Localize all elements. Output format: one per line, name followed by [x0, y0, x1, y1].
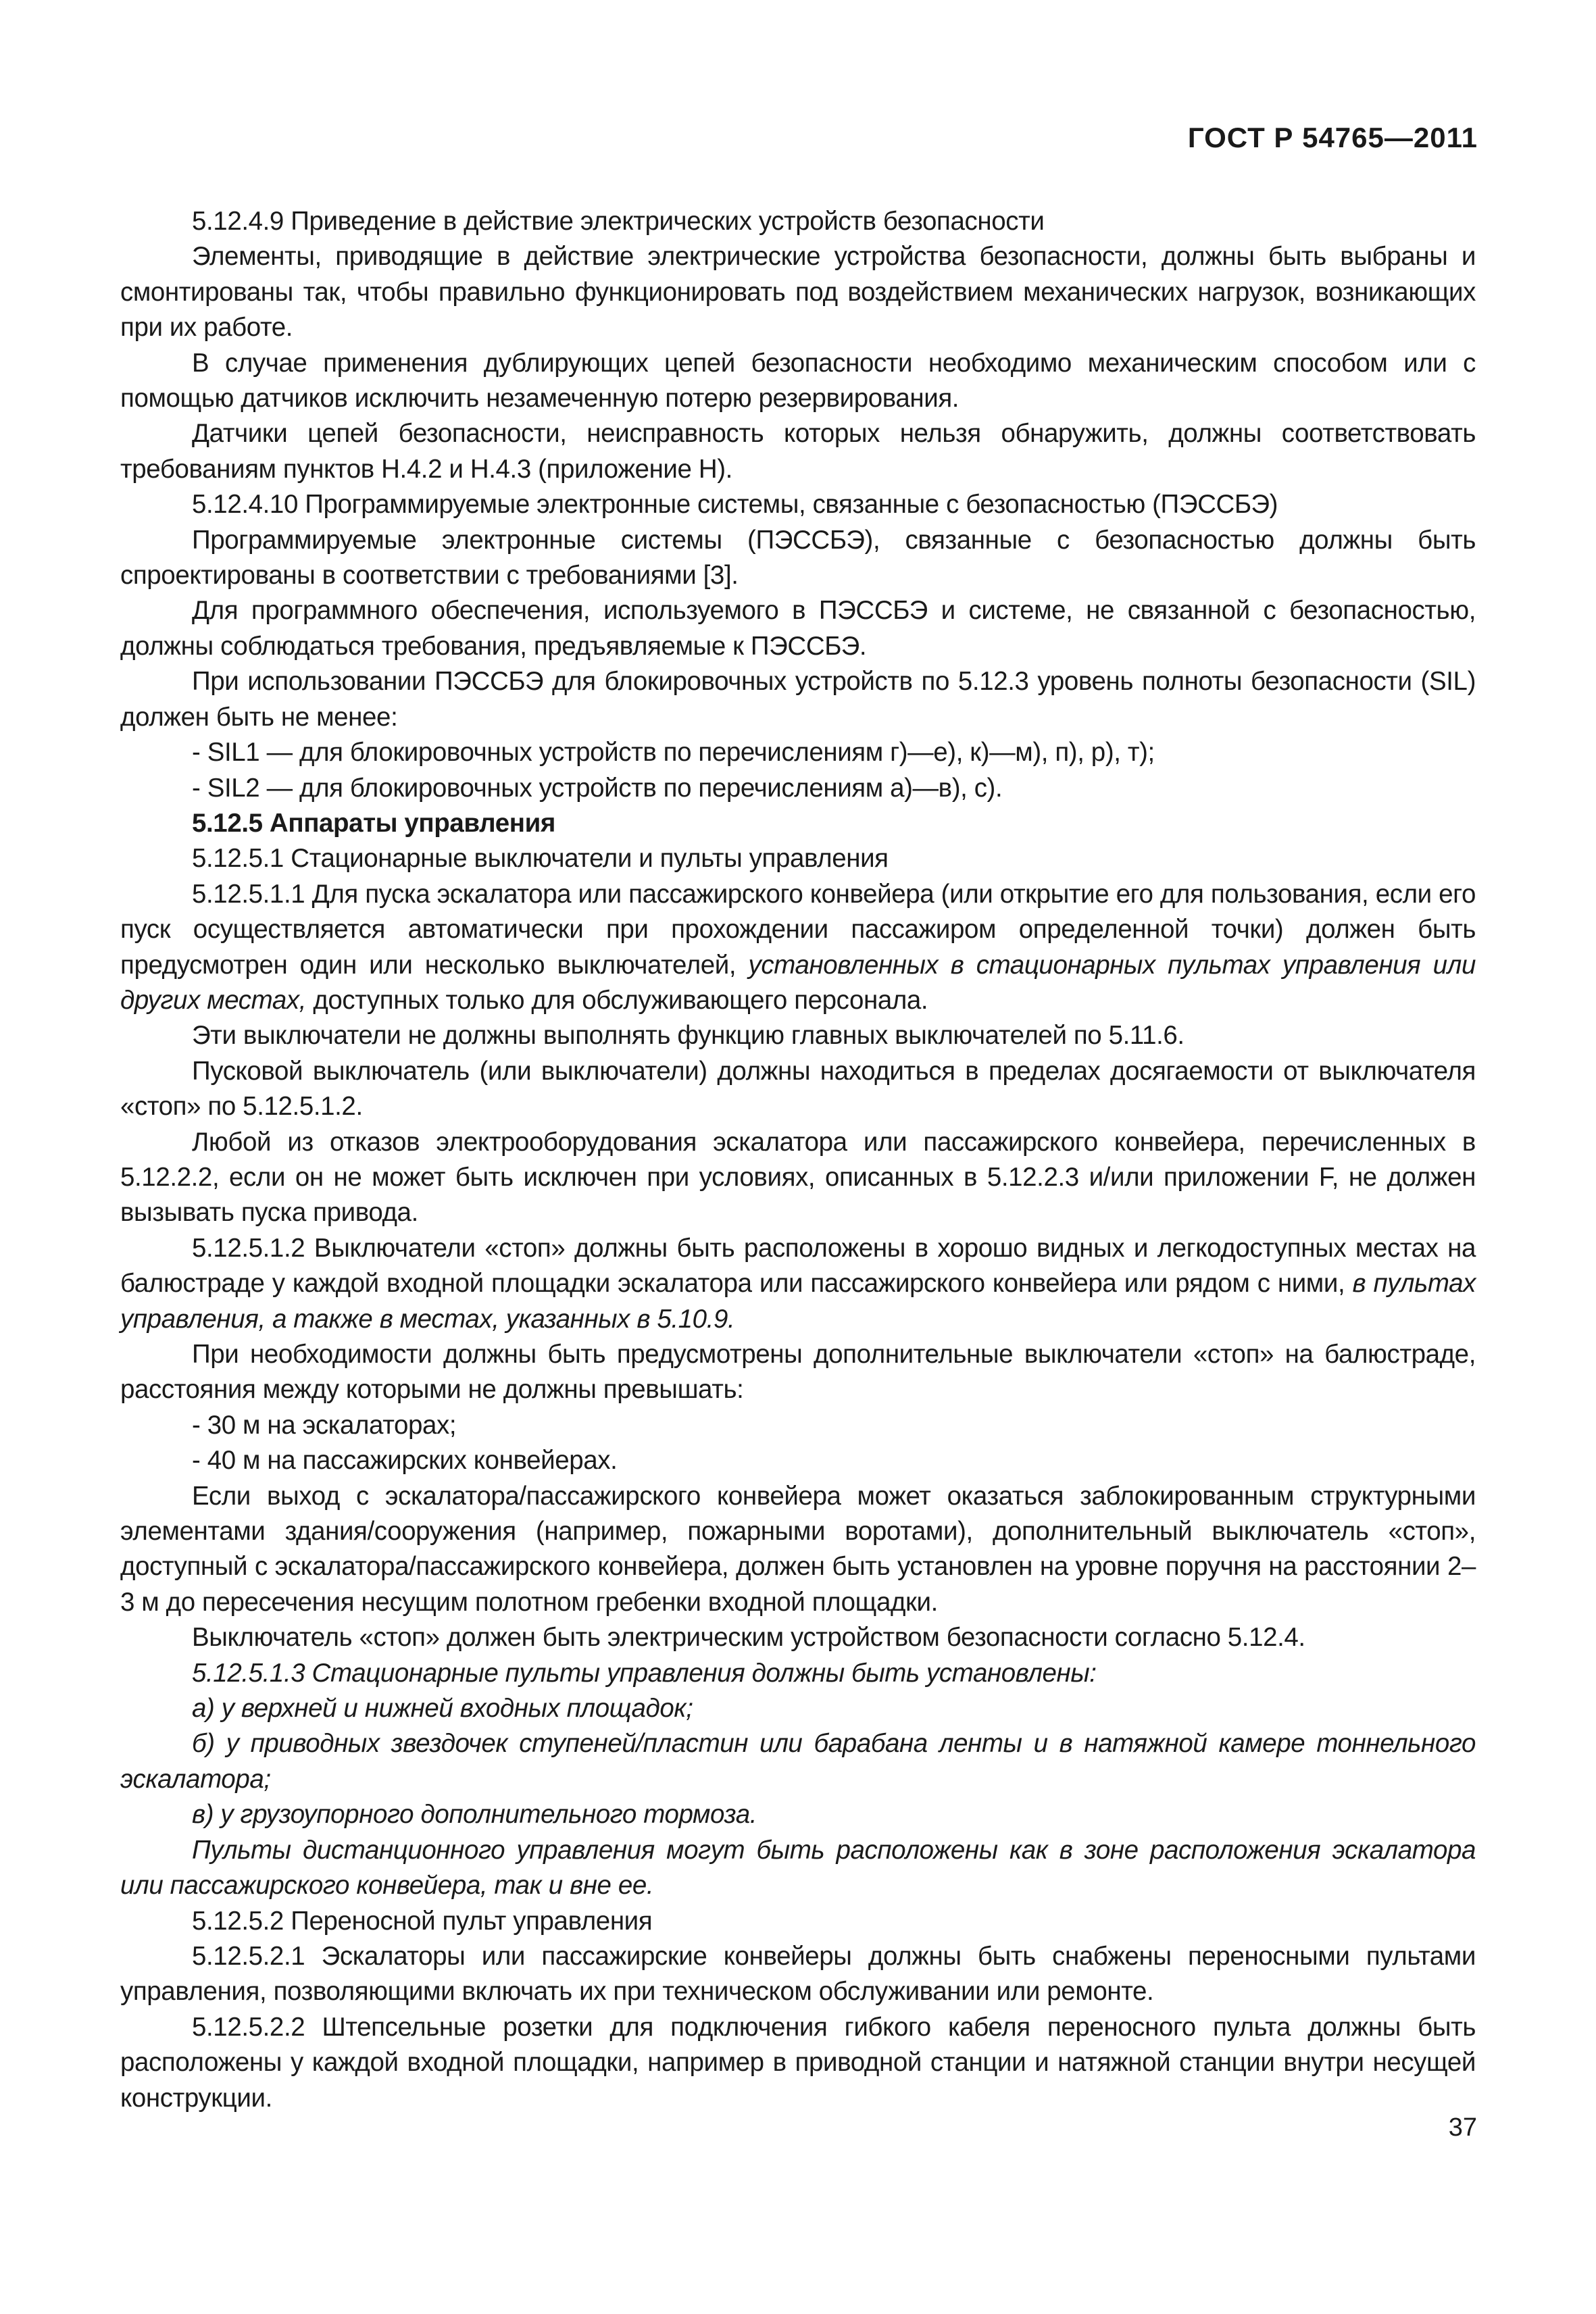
list-item: - 30 м на эскалаторах;: [192, 1410, 457, 1440]
paragraph: 5.12.5.2.2 Штепсельные розетки для подключения гибкого кабеля переносного пульта должны быть расположены у каждой входной площадки, например в приводной станции и натяжной станции внутри несущей конструкции.: [120, 2012, 1476, 2113]
paragraph: [120, 877, 1476, 1019]
paragraph-italic-text: в пультах управления, а также в местах, указанных в 5.10.9.: [120, 1269, 1476, 1334]
paragraph-text: 5.12.5.1.1 Для пуска эскалатора или пассажирского конвейера (или открытие его для пользования, если его пуск осуществляется автоматически при прохождении пассажиром определенной точки) должен быть предусмотрен один или несколько выключателей,: [120, 879, 1476, 980]
paragraph: Любой из отказов электрооборудования эскалатора или пассажирского конвейера, перечисленных в 5.12.2.2, если он не может быть исключен при условиях, описанных в 5.12.2.3 и/или приложении F, не должен вызывать пуска привода.: [120, 1127, 1476, 1228]
page-number: 37: [1448, 2113, 1477, 2142]
paragraph: Пусковой выключатель (или выключатели) должны находиться в пределах досягаемости от выключателя «стоп» по 5.12.5.1.2.: [120, 1056, 1476, 1122]
paragraph: Если выход с эскалатора/пассажирского конвейера может оказаться заблокированным структурными элементами здания/сооружения (например, пожарными воротами), дополнительный выключатель «стоп», доступный с эскалатора/пассажирского конвейера, должен быть установлен на уровне поручня на расстоянии 2–3 м до пересечения несущим полотном гребенки входной площадки.: [120, 1481, 1476, 1617]
list-item: - SIL1 — для блокировочных устройств по перечислениям г)—е), к)—м), п), р), т);: [192, 738, 1155, 768]
paragraph: [120, 1231, 1476, 1337]
clause-heading-italic: 5.12.5.1.3 Стационарные пульты управления должны быть установлены:: [192, 1658, 1097, 1688]
clause-heading: 5.12.5.2 Переносной пульт управления: [192, 1906, 653, 1936]
clause-heading: 5.12.4.10 Программируемые электронные системы, связанные с безопасностью (ПЭССБЭ): [192, 490, 1278, 520]
paragraph-italic-text: установленных в стационарных пультах управления или других местах,: [120, 950, 1476, 1015]
paragraph: При использовании ПЭССБЭ для блокировочных устройств по 5.12.3 уровень полноты безопасности (SIL) должен быть не менее:: [120, 667, 1476, 732]
paragraph: 5.12.5.2.1 Эскалаторы или пассажирские конвейеры должны быть снабжены переносными пультами управления, позволяющими включать их при техническом обслуживании или ремонте.: [120, 1941, 1476, 2007]
paragraph: Программируемые электронные системы (ПЭССБЭ), связанные с безопасностью должны быть спроектированы в соответствии с требованиями [3].: [120, 525, 1476, 590]
paragraph-text: доступных только для обслуживающего персонала.: [306, 985, 928, 1015]
paragraph: При необходимости должны быть предусмотрены дополнительные выключатели «стоп» на балюстраде, расстояния между которыми не должны превышать:: [120, 1340, 1476, 1405]
paragraph: Датчики цепей безопасности, неисправность которых нельзя обнаружить, должны соответствовать требованиям пунктов Н.4.2 и Н.4.3 (приложение Н).: [120, 419, 1476, 484]
paragraph-italic: Пульты дистанционного управления могут быть расположены как в зоне расположения эскалатора или пассажирского конвейера, так и вне ее.: [120, 1835, 1476, 1901]
list-item-italic: в) у грузоупорного дополнительного тормоза.: [192, 1800, 757, 1830]
section-heading: 5.12.5 Аппараты управления: [192, 808, 555, 838]
clause-heading: 5.12.5.1 Стационарные выключатели и пульты управления: [192, 844, 889, 874]
document-body: [120, 204, 1476, 2116]
clause-heading: 5.12.4.9 Приведение в действие электрических устройств безопасности: [192, 207, 1045, 236]
paragraph: Эти выключатели не должны выполнять функцию главных выключателей по 5.11.6.: [192, 1021, 1184, 1051]
list-item: - 40 м на пассажирских конвейерах.: [192, 1446, 618, 1476]
paragraph: Для программного обеспечения, используемого в ПЭССБЭ и системе, не связанной с безопасностью, должны соблюдаться требования, предъявляемые к ПЭССБЭ.: [120, 596, 1476, 661]
list-item-italic: б) у приводных звездочек ступеней/пластин или барабана ленты и в натяжной камере тоннельного эскалатора;: [120, 1729, 1476, 1794]
list-item-italic: а) у верхней и нижней входных площадок;: [192, 1694, 693, 1724]
paragraph-text: 5.12.5.1.2 Выключатели «стоп» должны быть расположены в хорошо видных и легкодоступных местах на балюстраде у каждой входной площадки эскалатора или пассажирского конвейера или рядом с ними,: [120, 1233, 1476, 1299]
document-code-header: ГОСТ Р 54765—2011: [1187, 122, 1478, 153]
list-item: - SIL2 — для блокировочных устройств по перечислениям а)—в), с).: [192, 773, 1003, 803]
paragraph: Выключатель «стоп» должен быть электрическим устройством безопасности согласно 5.12.4.: [192, 1623, 1305, 1653]
paragraph: В случае применения дублирующих цепей безопасности необходимо механическим способом или с помощью датчиков исключить незамеченную потерю резервирования.: [120, 348, 1476, 413]
paragraph: Элементы, приводящие в действие электрические устройства безопасности, должны быть выбраны и смонтированы так, чтобы правильно функционировать под воздействием механических нагрузок, возникающих при их работе.: [120, 242, 1476, 343]
